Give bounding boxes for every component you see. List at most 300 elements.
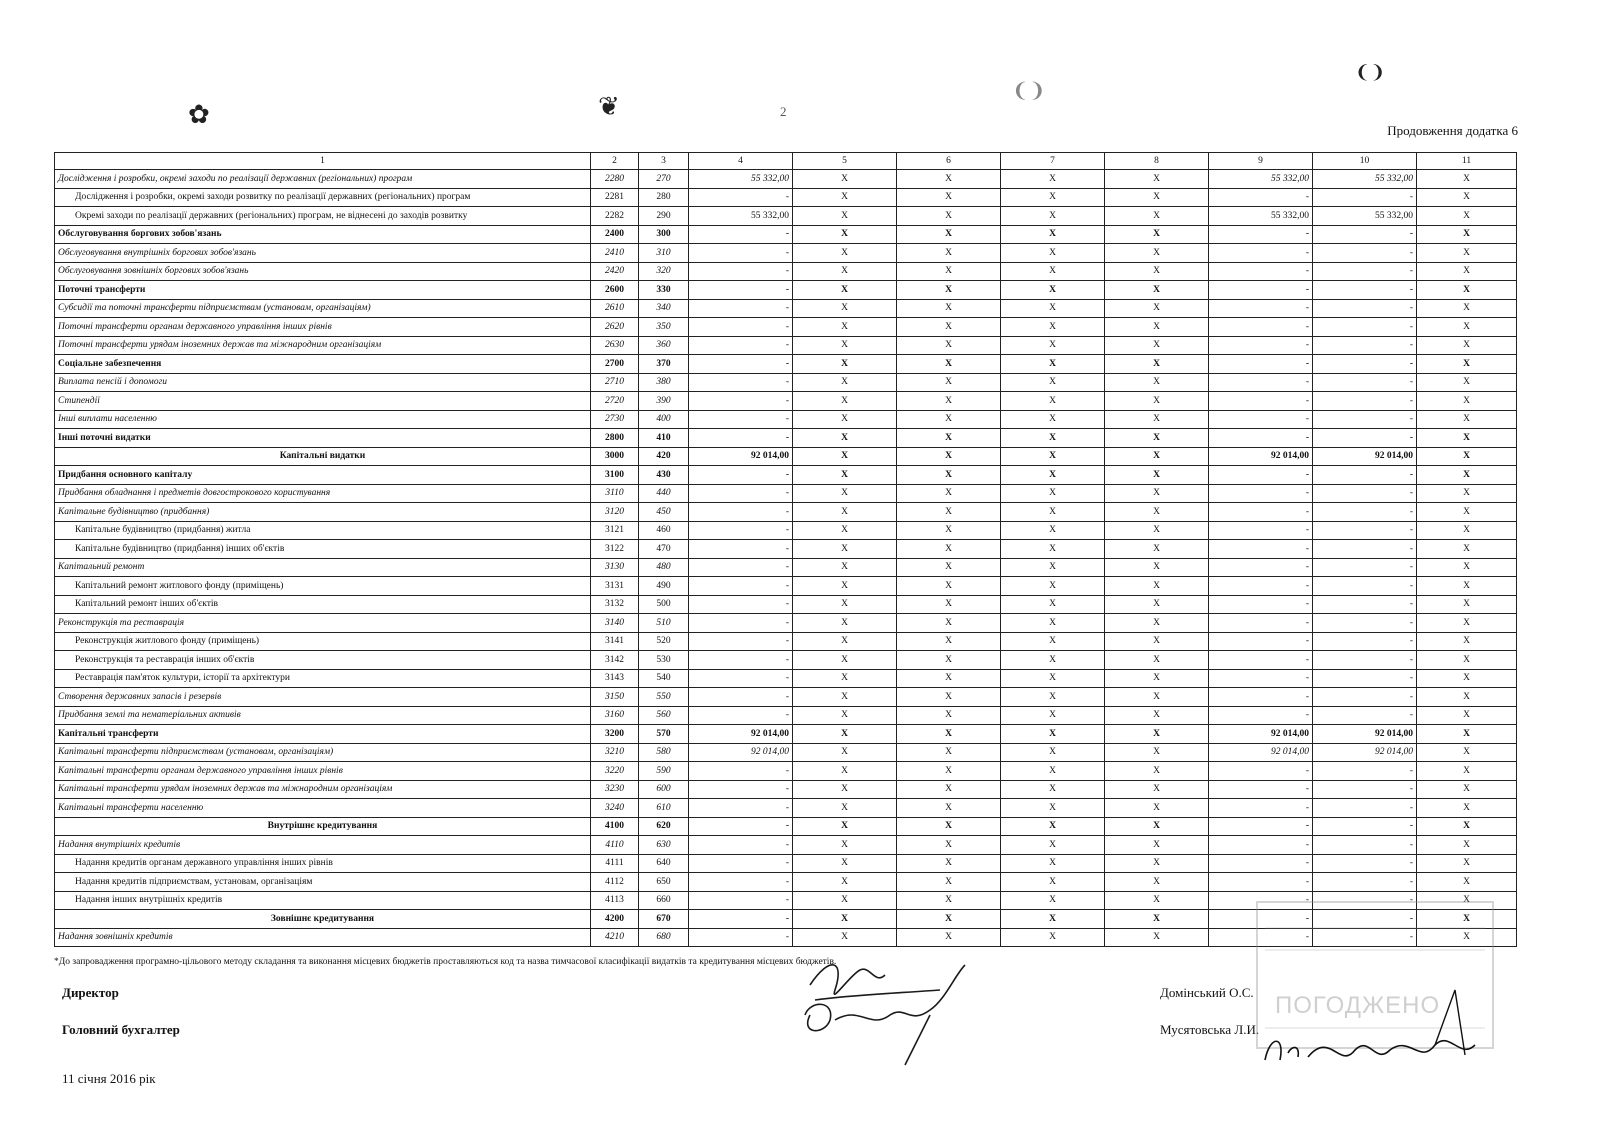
cell-line: 280 [639, 188, 689, 207]
cell-c5: X [793, 503, 897, 522]
cell-c10: - [1313, 854, 1417, 873]
cell-c9: - [1209, 836, 1313, 855]
cell-c9: - [1209, 762, 1313, 781]
cell-line: 510 [639, 614, 689, 633]
cell-code: 2710 [591, 373, 639, 392]
cell-c9: - [1209, 632, 1313, 651]
cell-code: 3132 [591, 595, 639, 614]
table-row [55, 373, 1517, 392]
table-row [55, 503, 1517, 522]
cell-c5: X [793, 429, 897, 448]
cell-code: 3121 [591, 521, 639, 540]
cell-c9: - [1209, 688, 1313, 707]
cell-c10: - [1313, 392, 1417, 411]
cell-c4: - [689, 521, 793, 540]
cell-c10: - [1313, 373, 1417, 392]
cell-c7: X [1001, 706, 1105, 725]
column-header: 10 [1313, 153, 1417, 170]
cell-c9: - [1209, 780, 1313, 799]
cell-c8: X [1105, 558, 1209, 577]
cell-c10: - [1313, 762, 1417, 781]
cell-c6: X [897, 799, 1001, 818]
document-date: 11 січня 2016 рік [62, 1071, 156, 1086]
cell-c5: X [793, 188, 897, 207]
cell-c6: X [897, 521, 1001, 540]
cell-c9: 92 014,00 [1209, 447, 1313, 466]
cell-c9: - [1209, 651, 1313, 670]
cell-c4: - [689, 632, 793, 651]
cell-c10: - [1313, 299, 1417, 318]
cell-c8: X [1105, 743, 1209, 762]
cell-c7: X [1001, 577, 1105, 596]
cell-code: 4200 [591, 910, 639, 929]
table-row [55, 429, 1517, 448]
cell-c9: - [1209, 503, 1313, 522]
cell-code: 3143 [591, 669, 639, 688]
cell-c9: - [1209, 466, 1313, 485]
cell-c10: - [1313, 466, 1417, 485]
cell-name: Придбання землі та нематеріальних активів [55, 706, 591, 725]
cell-c11: X [1417, 207, 1517, 226]
cell-c7: X [1001, 392, 1105, 411]
cell-c7: X [1001, 799, 1105, 818]
cell-c11: X [1417, 318, 1517, 337]
cell-c6: X [897, 762, 1001, 781]
cell-c5: X [793, 410, 897, 429]
cell-c8: X [1105, 521, 1209, 540]
cell-c11: X [1417, 373, 1517, 392]
cell-c6: X [897, 373, 1001, 392]
cell-c7: X [1001, 281, 1105, 300]
director-signature [790, 945, 980, 1070]
cell-c8: X [1105, 632, 1209, 651]
cell-c7: X [1001, 614, 1105, 633]
cell-c11: X [1417, 466, 1517, 485]
cell-line: 570 [639, 725, 689, 744]
cell-c8: X [1105, 762, 1209, 781]
cell-c4: - [689, 355, 793, 374]
cell-c11: X [1417, 558, 1517, 577]
cell-c8: X [1105, 836, 1209, 855]
cell-c10: - [1313, 484, 1417, 503]
cell-c9: - [1209, 706, 1313, 725]
table-row [55, 873, 1517, 892]
cell-c11: X [1417, 669, 1517, 688]
cell-c6: X [897, 540, 1001, 559]
cell-c11: X [1417, 170, 1517, 189]
cell-c7: X [1001, 780, 1105, 799]
cell-c6: X [897, 743, 1001, 762]
cell-c7: X [1001, 318, 1105, 337]
cell-c7: X [1001, 891, 1105, 910]
cell-c8: X [1105, 429, 1209, 448]
cell-c4: - [689, 614, 793, 633]
cell-c10: - [1313, 521, 1417, 540]
cell-c7: X [1001, 262, 1105, 281]
cell-c11: X [1417, 188, 1517, 207]
table-row [55, 318, 1517, 337]
cell-line: 620 [639, 817, 689, 836]
column-header: 4 [689, 153, 793, 170]
footnote: *До запровадження програмно-цільового методу складання та виконання місцевих бюджетів проставляються код та назва тимчасової класифікації видатків та кредитування місцевих бюджетів. [54, 957, 837, 967]
table-row [55, 854, 1517, 873]
cell-code: 3120 [591, 503, 639, 522]
cell-c11: X [1417, 355, 1517, 374]
cell-c4: 92 014,00 [689, 743, 793, 762]
cell-line: 670 [639, 910, 689, 929]
cell-c10: - [1313, 540, 1417, 559]
cell-c8: X [1105, 817, 1209, 836]
cell-line: 410 [639, 429, 689, 448]
cell-name: Надання зовнішніх кредитів [55, 928, 591, 947]
cell-c7: X [1001, 484, 1105, 503]
cell-c4: - [689, 540, 793, 559]
cell-code: 4100 [591, 817, 639, 836]
cell-code: 2620 [591, 318, 639, 337]
cell-c5: X [793, 873, 897, 892]
cell-c8: X [1105, 262, 1209, 281]
cell-code: 2630 [591, 336, 639, 355]
cell-c5: X [793, 780, 897, 799]
cell-code: 2410 [591, 244, 639, 263]
cell-c4: - [689, 225, 793, 244]
cell-line: 340 [639, 299, 689, 318]
cell-c7: X [1001, 521, 1105, 540]
cell-c6: X [897, 225, 1001, 244]
director-name: Домінський О.С. [1160, 985, 1254, 1000]
cell-line: 380 [639, 373, 689, 392]
cell-c4: 92 014,00 [689, 447, 793, 466]
cell-c11: X [1417, 392, 1517, 411]
cell-line: 490 [639, 577, 689, 596]
cell-name: Капітальний ремонт інших об'єктів [55, 595, 591, 614]
table-row [55, 281, 1517, 300]
cell-c10: - [1313, 799, 1417, 818]
cell-c11: X [1417, 281, 1517, 300]
cell-c6: X [897, 854, 1001, 873]
cell-name: Обслуговування зовнішніх боргових зобов'язань [55, 262, 591, 281]
cell-c8: X [1105, 447, 1209, 466]
cell-c5: X [793, 706, 897, 725]
cell-c6: X [897, 780, 1001, 799]
cell-c9: 55 332,00 [1209, 170, 1313, 189]
accountant-name: Мусятовська Л.И. [1160, 1022, 1260, 1037]
cell-line: 500 [639, 595, 689, 614]
cell-c6: X [897, 410, 1001, 429]
cell-c5: X [793, 836, 897, 855]
cell-c7: X [1001, 429, 1105, 448]
table-row [55, 651, 1517, 670]
cell-c8: X [1105, 780, 1209, 799]
cell-c7: X [1001, 873, 1105, 892]
cell-line: 640 [639, 854, 689, 873]
cell-line: 420 [639, 447, 689, 466]
cell-c4: - [689, 799, 793, 818]
cell-c6: X [897, 669, 1001, 688]
cell-c6: X [897, 928, 1001, 947]
cell-c7: X [1001, 188, 1105, 207]
cell-c8: X [1105, 299, 1209, 318]
cell-c10: - [1313, 262, 1417, 281]
cell-c10: - [1313, 891, 1417, 910]
cell-c10: 92 014,00 [1313, 447, 1417, 466]
cell-c7: X [1001, 540, 1105, 559]
cell-c9: - [1209, 577, 1313, 596]
column-header: 9 [1209, 153, 1313, 170]
cell-c5: X [793, 891, 897, 910]
corner-mark-icon: ❦ [598, 92, 620, 121]
cell-c6: X [897, 281, 1001, 300]
cell-c6: X [897, 558, 1001, 577]
cell-c11: X [1417, 410, 1517, 429]
cell-c9: 92 014,00 [1209, 743, 1313, 762]
cell-code: 3131 [591, 577, 639, 596]
cell-c10: - [1313, 355, 1417, 374]
cell-c5: X [793, 170, 897, 189]
cell-c11: X [1417, 817, 1517, 836]
annex-note: Продовження додатка 6 [1387, 123, 1518, 138]
cell-line: 430 [639, 466, 689, 485]
cell-c4: - [689, 281, 793, 300]
corner-mark-icon: ❨❩ [1012, 80, 1046, 102]
cell-name: Капітальні трансферти населенню [55, 799, 591, 818]
cell-c10: - [1313, 706, 1417, 725]
cell-line: 610 [639, 799, 689, 818]
cell-c5: X [793, 910, 897, 929]
cell-c9: - [1209, 669, 1313, 688]
cell-line: 290 [639, 207, 689, 226]
cell-c5: X [793, 373, 897, 392]
cell-name: Капітальні трансферти урядам іноземних держав та міжнародним організаціям [55, 780, 591, 799]
table-row [55, 484, 1517, 503]
table-row [55, 577, 1517, 596]
cell-c4: - [689, 410, 793, 429]
corner-mark-icon: ✿ [188, 100, 210, 129]
cell-c9: - [1209, 558, 1313, 577]
cell-c7: X [1001, 299, 1105, 318]
cell-code: 3122 [591, 540, 639, 559]
cell-c8: X [1105, 891, 1209, 910]
cell-c8: X [1105, 170, 1209, 189]
cell-c6: X [897, 891, 1001, 910]
cell-c8: X [1105, 873, 1209, 892]
cell-c7: X [1001, 225, 1105, 244]
cell-c10: - [1313, 873, 1417, 892]
cell-c4: - [689, 558, 793, 577]
cell-c4: - [689, 891, 793, 910]
cell-line: 650 [639, 873, 689, 892]
cell-c5: X [793, 299, 897, 318]
cell-name: Капітальне будівництво (придбання) інших об'єктів [55, 540, 591, 559]
cell-c9: - [1209, 854, 1313, 873]
cell-name: Обслуговування внутрішніх боргових зобов'язань [55, 244, 591, 263]
cell-c5: X [793, 540, 897, 559]
cell-name: Інші виплати населенню [55, 410, 591, 429]
cell-c10: - [1313, 225, 1417, 244]
cell-name: Субсидії та поточні трансферти підприємствам (установам, організаціям) [55, 299, 591, 318]
cell-c7: X [1001, 762, 1105, 781]
cell-c7: X [1001, 743, 1105, 762]
cell-c9: - [1209, 595, 1313, 614]
cell-c6: X [897, 262, 1001, 281]
cell-name: Інші поточні видатки [55, 429, 591, 448]
cell-c5: X [793, 447, 897, 466]
cell-line: 400 [639, 410, 689, 429]
cell-c11: X [1417, 225, 1517, 244]
cell-c10: - [1313, 577, 1417, 596]
cell-name: Окремі заходи по реалізації державних (регіональних) програм, не віднесені до заходів розвитку [55, 207, 591, 226]
cell-name: Капітальний ремонт житлового фонду (приміщень) [55, 577, 591, 596]
table-row [55, 743, 1517, 762]
table-row [55, 170, 1517, 189]
cell-name: Стипендії [55, 392, 591, 411]
cell-c11: X [1417, 706, 1517, 725]
cell-c8: X [1105, 281, 1209, 300]
cell-c5: X [793, 743, 897, 762]
column-header: 6 [897, 153, 1001, 170]
cell-c9: - [1209, 373, 1313, 392]
cell-c7: X [1001, 595, 1105, 614]
cell-c11: X [1417, 540, 1517, 559]
cell-c4: - [689, 780, 793, 799]
table-row [55, 262, 1517, 281]
cell-c8: X [1105, 669, 1209, 688]
cell-c8: X [1105, 577, 1209, 596]
column-header: 7 [1001, 153, 1105, 170]
cell-c9: - [1209, 318, 1313, 337]
cell-c5: X [793, 577, 897, 596]
cell-c11: X [1417, 447, 1517, 466]
cell-c7: X [1001, 688, 1105, 707]
cell-c5: X [793, 928, 897, 947]
cell-c10: - [1313, 595, 1417, 614]
cell-c7: X [1001, 854, 1105, 873]
cell-c11: X [1417, 336, 1517, 355]
cell-code: 3220 [591, 762, 639, 781]
cell-c9: - [1209, 392, 1313, 411]
cell-c4: - [689, 688, 793, 707]
table-row [55, 762, 1517, 781]
cell-c6: X [897, 706, 1001, 725]
cell-c10: - [1313, 928, 1417, 947]
cell-code: 2280 [591, 170, 639, 189]
cell-c9: - [1209, 429, 1313, 448]
cell-line: 470 [639, 540, 689, 559]
cell-c6: X [897, 392, 1001, 411]
cell-c5: X [793, 632, 897, 651]
cell-c9: 55 332,00 [1209, 207, 1313, 226]
cell-line: 370 [639, 355, 689, 374]
cell-c4: - [689, 910, 793, 929]
cell-line: 300 [639, 225, 689, 244]
cell-c8: X [1105, 725, 1209, 744]
cell-line: 270 [639, 170, 689, 189]
cell-c6: X [897, 244, 1001, 263]
cell-c6: X [897, 336, 1001, 355]
cell-line: 660 [639, 891, 689, 910]
cell-c6: X [897, 355, 1001, 374]
table-row [55, 188, 1517, 207]
cell-name: Реконструкція житлового фонду (приміщень) [55, 632, 591, 651]
cell-c8: X [1105, 392, 1209, 411]
cell-c4: - [689, 392, 793, 411]
cell-line: 560 [639, 706, 689, 725]
cell-c10: - [1313, 188, 1417, 207]
cell-code: 3000 [591, 447, 639, 466]
cell-c4: - [689, 595, 793, 614]
cell-c11: X [1417, 762, 1517, 781]
cell-c4: - [689, 854, 793, 873]
cell-c6: X [897, 632, 1001, 651]
cell-c4: - [689, 503, 793, 522]
cell-line: 550 [639, 688, 689, 707]
cell-c7: X [1001, 928, 1105, 947]
cell-c4: - [689, 817, 793, 836]
cell-code: 2282 [591, 207, 639, 226]
cell-code: 2281 [591, 188, 639, 207]
cell-c10: - [1313, 780, 1417, 799]
cell-c9: - [1209, 410, 1313, 429]
budget-table [54, 152, 1517, 947]
cell-c11: X [1417, 521, 1517, 540]
cell-c11: X [1417, 484, 1517, 503]
cell-c5: X [793, 669, 897, 688]
cell-line: 600 [639, 780, 689, 799]
table-row [55, 836, 1517, 855]
cell-c6: X [897, 614, 1001, 633]
column-header: 1 [55, 153, 591, 170]
table-row [55, 521, 1517, 540]
cell-c8: X [1105, 503, 1209, 522]
cell-name: Зовнішнє кредитування [55, 910, 591, 929]
cell-c8: X [1105, 910, 1209, 929]
cell-code: 2730 [591, 410, 639, 429]
cell-c4: - [689, 669, 793, 688]
cell-name: Надання внутрішніх кредитів [55, 836, 591, 855]
cell-c10: - [1313, 429, 1417, 448]
cell-code: 3200 [591, 725, 639, 744]
table-row [55, 558, 1517, 577]
cell-code: 3140 [591, 614, 639, 633]
cell-code: 3141 [591, 632, 639, 651]
cell-code: 2600 [591, 281, 639, 300]
table-row [55, 780, 1517, 799]
cell-name: Виплата пенсій і допомоги [55, 373, 591, 392]
cell-c4: - [689, 244, 793, 263]
cell-line: 390 [639, 392, 689, 411]
cell-name: Дослідження і розробки, окремі заходи по реалізації державних (регіональних) програм [55, 170, 591, 189]
cell-name: Придбання обладнання і предметів довгострокового користування [55, 484, 591, 503]
cell-c7: X [1001, 651, 1105, 670]
cell-c5: X [793, 595, 897, 614]
cell-name: Надання кредитів підприємствам, установам, організаціям [55, 873, 591, 892]
cell-c9: - [1209, 799, 1313, 818]
cell-line: 590 [639, 762, 689, 781]
cell-name: Реставрація пам'яток культури, історії та архітектури [55, 669, 591, 688]
cell-c4: - [689, 706, 793, 725]
table-row [55, 336, 1517, 355]
stamp-label: ПОГОДЖЕНО [1275, 992, 1441, 1019]
cell-c6: X [897, 318, 1001, 337]
cell-code: 3110 [591, 484, 639, 503]
cell-name: Капітальне будівництво (придбання) [55, 503, 591, 522]
cell-c8: X [1105, 799, 1209, 818]
table-row [55, 447, 1517, 466]
column-header: 5 [793, 153, 897, 170]
director-label: Директор [62, 985, 119, 1000]
cell-c11: X [1417, 891, 1517, 910]
cell-c5: X [793, 651, 897, 670]
